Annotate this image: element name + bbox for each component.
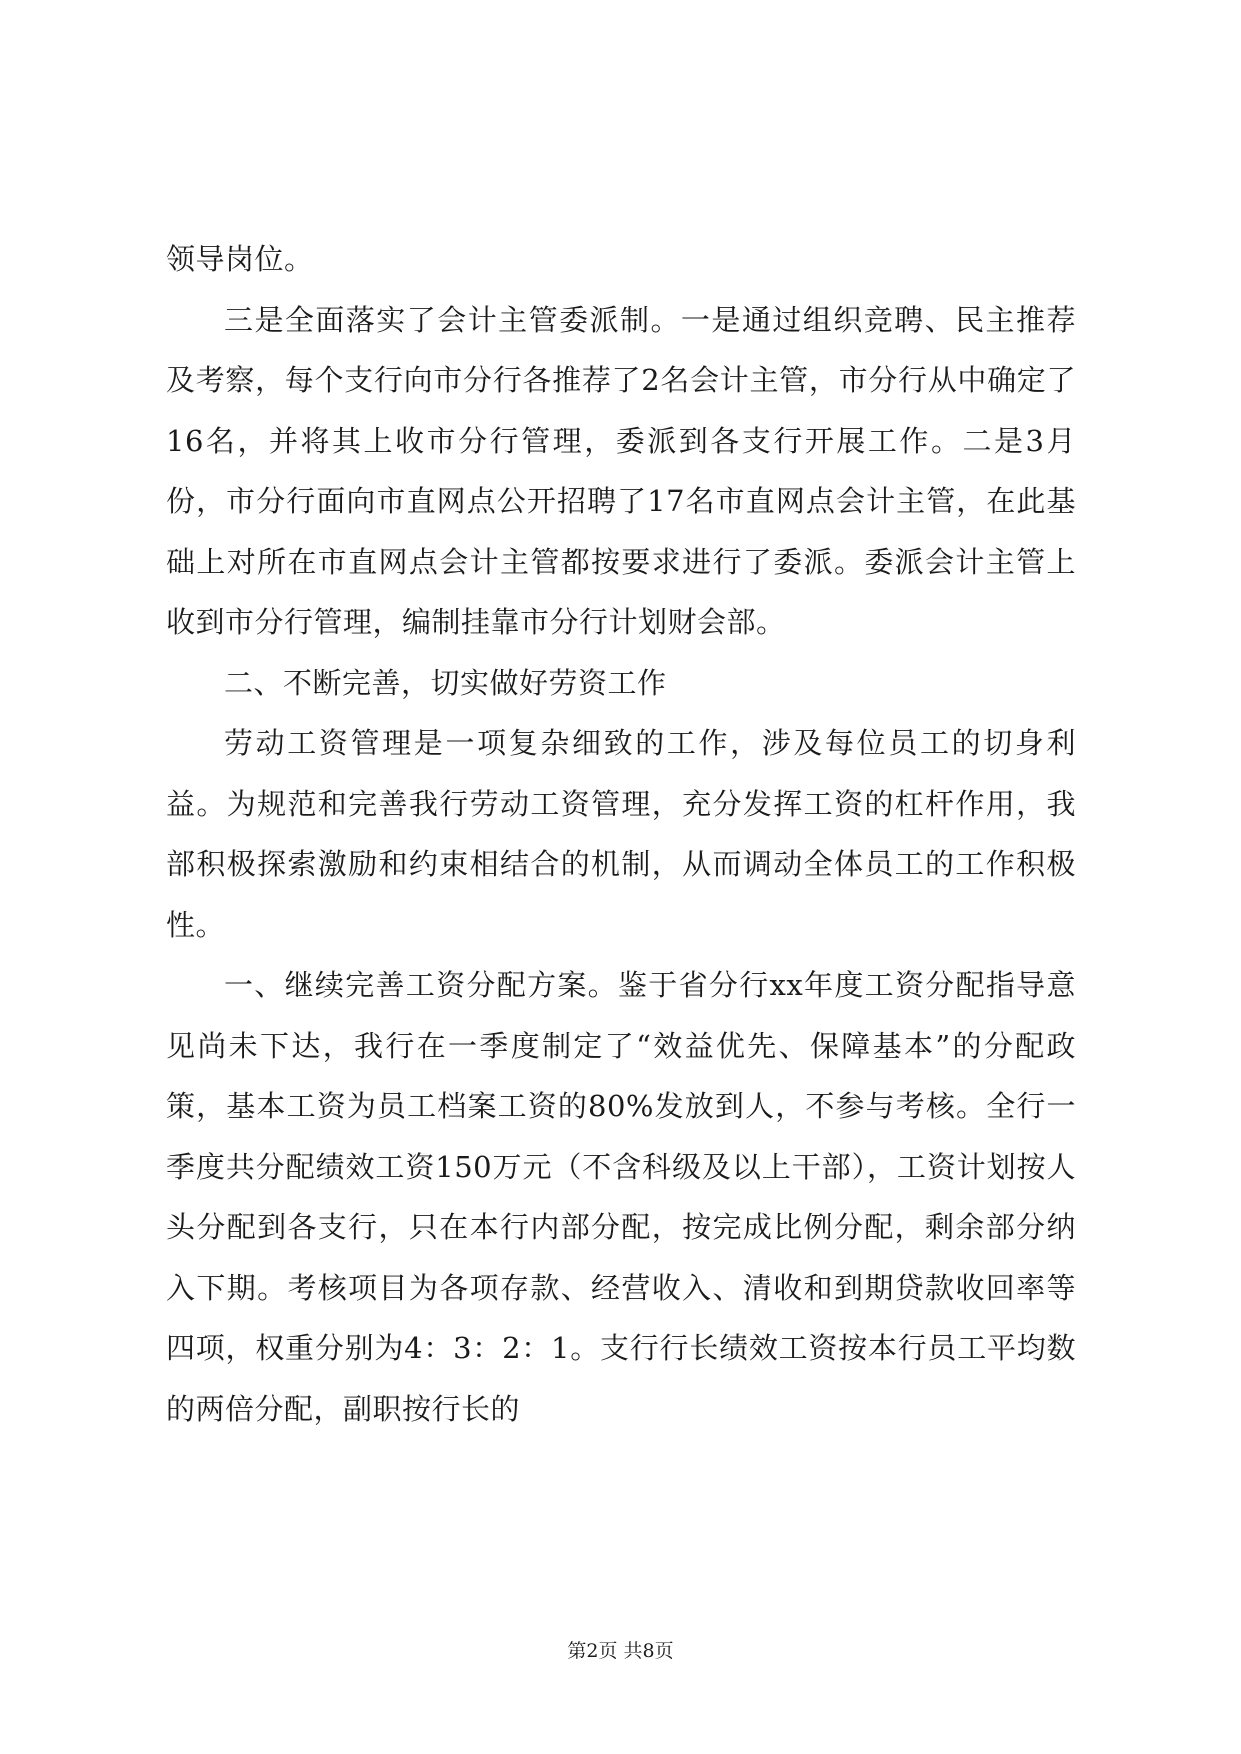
paragraph-3: 劳动工资管理是一项复杂细致的工作，涉及每位员工的切身利益。为规范和完善我行劳动工资管理，充分发挥工资的杠杆作用，我部积极探索激励和约束相结合的机制，从而调动全体员工的工作积极性。 <box>166 726 1076 942</box>
paragraph-2: 三是全面落实了会计主管委派制。一是通过组织竞聘、民主推荐及考察，每个支行向市分行各推荐了2名会计主管，市分行从中确定了16名，并将其上收市分行管理，委派到各支行开展工作。二是3月份，市分行面向市直网点公开招聘了17名市直网点会计主管，在此基础上对所在市直网点会计主管都按要求进行了委派。委派会计主管上收到市分行管理，编制挂靠市分行计划财会部。 <box>166 302 1076 639</box>
document-body <box>166 229 1076 1439</box>
paragraph-1: 领导岗位。 <box>166 242 314 276</box>
section-heading: 二、不断完善，切实做好劳资工作 <box>224 665 667 700</box>
paragraph-4: 一、继续完善工资分配方案。鉴于省分行xx年度工资分配指导意见尚未下达，我行在一季度制定了“效益优先、保障基本”的分配政策，基本工资为员工档案工资的80%发放到人，不参与考核。全行一季度共分配绩效工资150万元（不含科级及以上干部），工资计划按人头分配到各支行，只在本行内部分配，按完成比例分配，剩余部分纳入下期。考核项目为各项存款、经营收入、清收和到期贷款收回率等四项，权重分别为4：3：2：1。支行行长绩效工资按本行员工平均数的两倍分配，副职按行长的 <box>166 968 1076 1426</box>
page-number-footer: 第2页 共8页 <box>567 1640 674 1662</box>
